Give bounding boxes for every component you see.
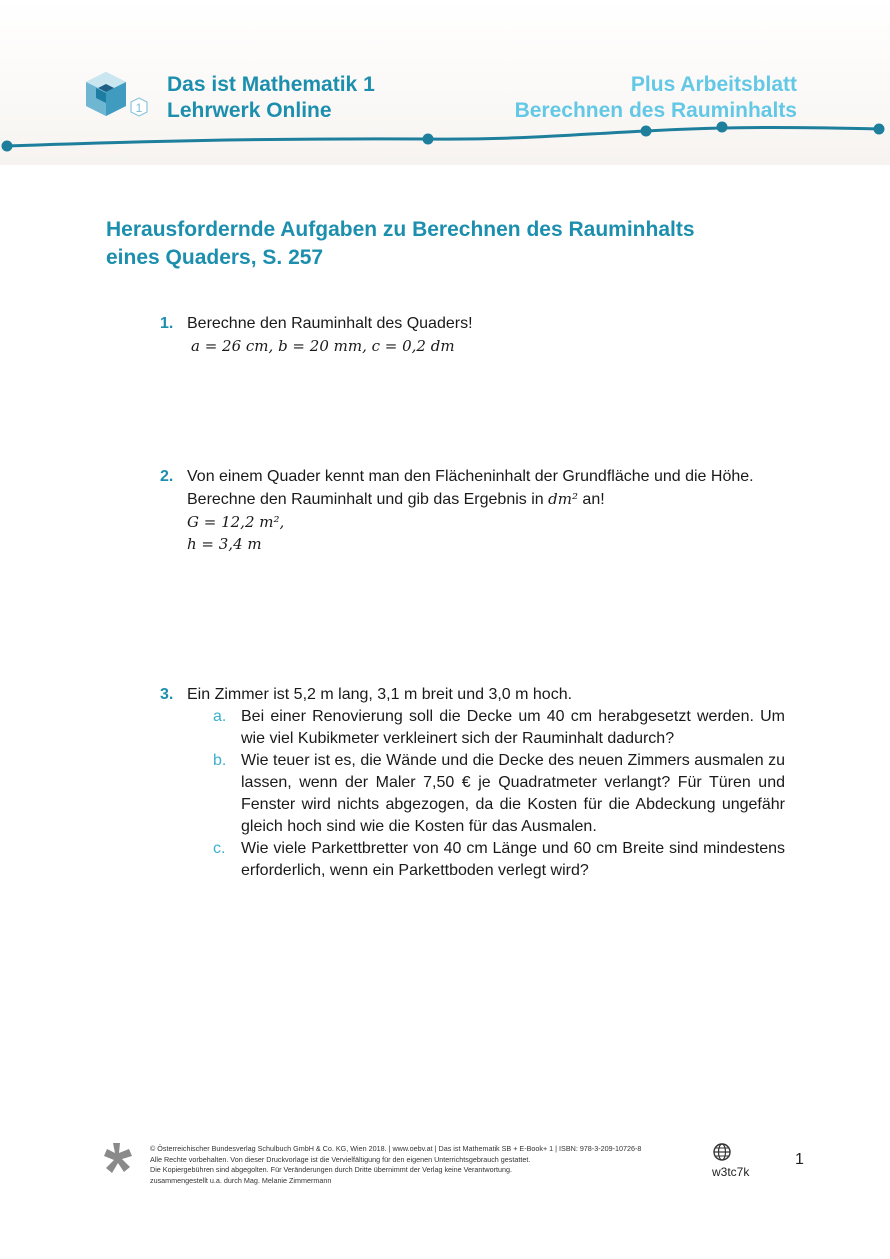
- header-decorative-line: [0, 118, 890, 158]
- worksheet-title-line2: Berechnen des Rauminhalts: [514, 99, 797, 122]
- footer-line: Die Kopiergebühren sind abgegolten. Für Veränderungen durch Dritte übernimmt der Verlag keine Verantwortung.: [150, 1165, 512, 1174]
- worksheet-title: [515, 72, 797, 124]
- globe-icon: [712, 1142, 732, 1162]
- footer-line: Alle Rechte vorbehalten. Von dieser Druckvorlage ist die Vervielfältigung für den eigenen Unterrichtsgebrauch gestattet.: [150, 1154, 531, 1164]
- online-code: w3tc7k: [712, 1165, 750, 1179]
- subtask-text: Bei einer Renovierung soll die Decke um 40 cm herabgesetzt werden. Um wie viel Kubikmeter verkleinert sich der Rauminhalt dadurch?: [241, 708, 785, 747]
- subtask-c: [187, 838, 785, 882]
- task-formula-height: h = 3,4 m: [187, 535, 262, 553]
- page-header: [0, 0, 890, 165]
- series-title-line2: Lehrwerk Online: [167, 99, 332, 122]
- task-text: Ein Zimmer ist 5,2 m lang, 3,1 m breit und 3,0 m hoch.: [187, 686, 573, 703]
- subtask-letter: c.: [213, 840, 226, 857]
- series-title: [167, 72, 375, 124]
- task-unit: dm²: [548, 490, 578, 508]
- publisher-logo-icon: [103, 1141, 135, 1175]
- task-number: 2.: [160, 468, 174, 485]
- page-heading: [106, 216, 806, 272]
- svg-text:1: 1: [135, 101, 143, 115]
- footer-copyright: [150, 1144, 690, 1186]
- task-number: 3.: [160, 686, 174, 703]
- page-heading-line1: Herausfordernde Aufgaben zu Berechnen des Rauminhalts: [106, 218, 695, 241]
- task-text-suffix: an!: [577, 491, 605, 508]
- subtask-text: Wie viele Parkettbretter von 40 cm Länge und 60 cm Breite sind mindestens erforderlich, wenn ein Parkettboden verlegt wird?: [241, 840, 785, 879]
- subtask-a: [187, 706, 785, 750]
- task-3: [160, 684, 785, 882]
- task-number: 1.: [160, 315, 174, 332]
- task-text: Von einem Quader kennt man den Flächeninhalt der Grundfläche und die Höhe.: [187, 468, 754, 485]
- task-formula: a = 26 cm, b = 20 mm, c = 0,2 dm: [191, 337, 455, 355]
- worksheet-title-line1: Plus Arbeitsblatt: [630, 73, 797, 96]
- task-text-prefix: Berechne den Rauminhalt und gib das Ergebnis in: [187, 491, 549, 508]
- task-2: [160, 466, 785, 555]
- footer-line: © Österreichischer Bundesverlag Schulbuch GmbH & Co. KG, Wien 2018. | www.oebv.at | Das ist Mathematik SB + E-Book+ 1 | ISBN: 978-3-209-10726-8: [150, 1144, 642, 1153]
- task-formula-area: G = 12,2 m²,: [187, 513, 285, 531]
- subtask-letter: b.: [213, 752, 227, 769]
- task-text: Berechne den Rauminhalt des Quaders!: [187, 315, 473, 332]
- page-heading-line2: eines Quaders, S. 257: [106, 246, 324, 269]
- page-number: 1: [795, 1151, 804, 1168]
- footer-line: zusammengestellt u.a. durch Mag. Melanie Zimmermann: [150, 1175, 332, 1185]
- subtask-b: [187, 750, 785, 838]
- subtask-text: Wie teuer ist es, die Wände und die Decke des neuen Zimmers ausmalen zu lassen, wenn der Maler 7,50 € je Quadratmeter verlangt? Für Türen und Fenster wird nichts abgezogen, da die Kosten für die Abdeckung ungefähr gleich hoch sind wie die Kosten für das Ausmalen.: [241, 752, 785, 835]
- task-text-line2: [187, 488, 785, 511]
- series-title-line1: Das ist Mathematik 1: [167, 73, 375, 96]
- task-1: [160, 313, 785, 357]
- subtask-letter: a.: [213, 708, 227, 725]
